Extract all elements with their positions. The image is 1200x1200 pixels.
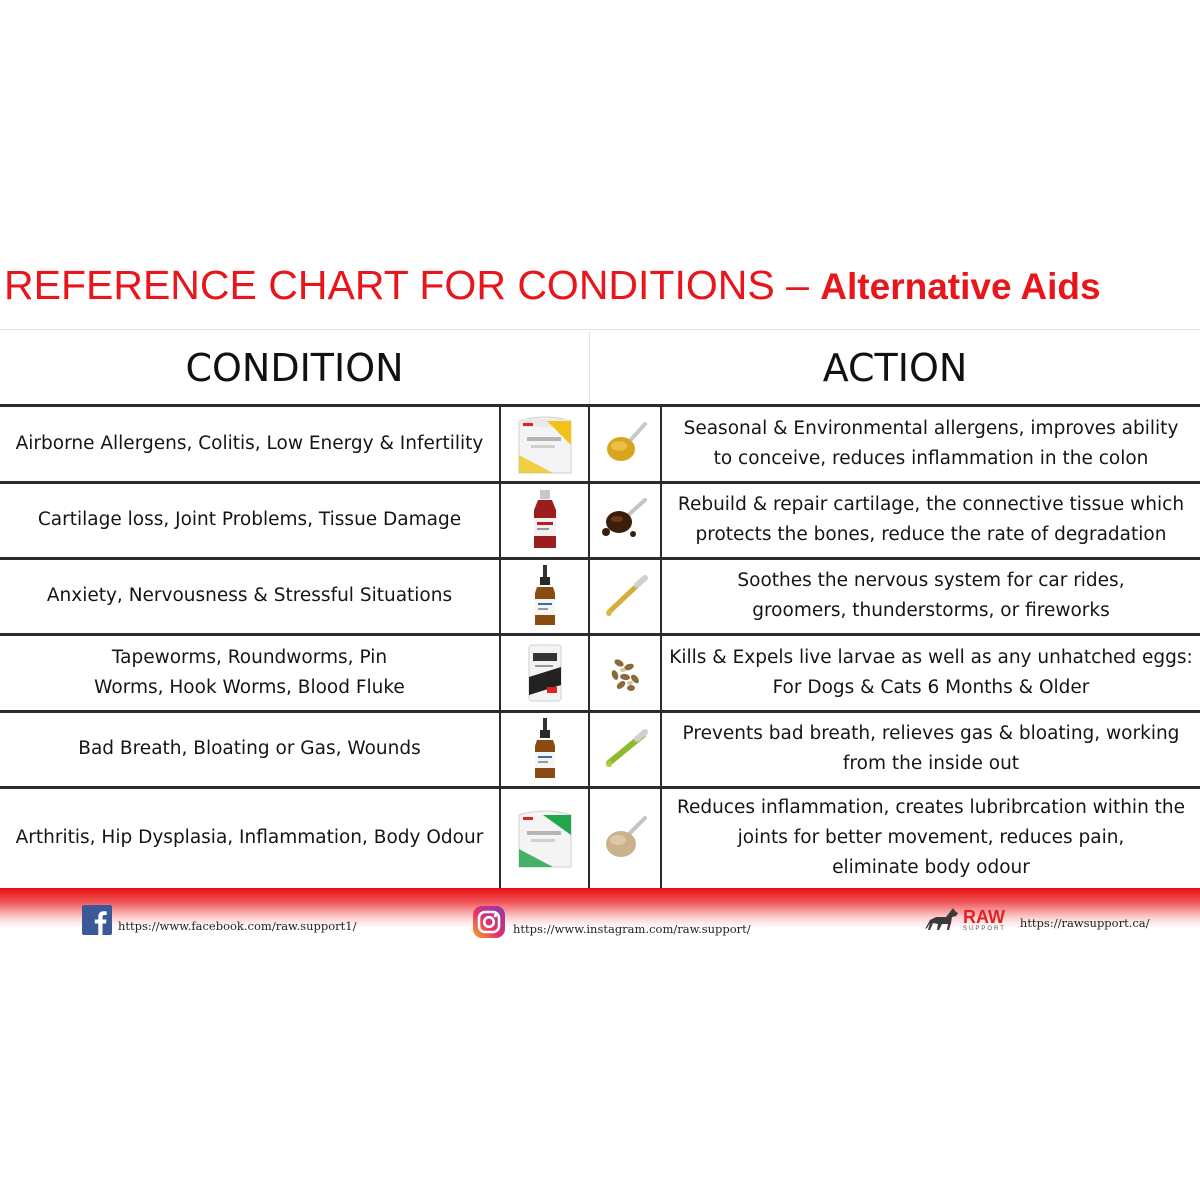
grid-line-horizontal — [0, 404, 1200, 407]
condition-text-line: Worms, Hook Worms, Blood Fluke — [94, 676, 405, 698]
dropper-bottle-icon — [501, 558, 588, 634]
title-subtitle: Alternative Aids — [820, 266, 1101, 307]
action-text-line: Rebuild & repair cartilage, the connective tissue which — [677, 494, 1185, 515]
supplement-pouch-yellow-icon — [501, 405, 588, 482]
instagram-url: https://www.instagram.com/raw.support/ — [513, 922, 751, 936]
capsule-pack-icon — [501, 634, 588, 711]
dropper-bottle-icon — [501, 711, 588, 787]
brand-name: RAW — [963, 907, 1005, 927]
grid-line-horizontal — [0, 786, 1200, 789]
condition-text-line: Arthritis, Hip Dysplasia, Inflammation, Body Odour — [15, 826, 484, 848]
instagram-icon — [472, 905, 506, 939]
condition-text-line: Bad Breath, Bloating or Gas, Wounds — [78, 738, 421, 759]
action-text-line: groomers, thunderstorms, or fireworks — [752, 600, 1110, 621]
brand-tagline: SUPPORT — [963, 926, 1006, 932]
action-cell — [662, 634, 1200, 711]
title-divider — [0, 329, 1200, 330]
condition-cell — [0, 787, 499, 888]
red-liquid-bottle-icon — [501, 482, 588, 558]
dark-liquid-spoon-icon — [590, 482, 660, 558]
action-cell — [662, 558, 1200, 634]
page-title — [4, 262, 1101, 322]
facebook-url: https://www.facebook.com/raw.support1/ — [118, 919, 357, 933]
grid-line-vertical — [660, 405, 662, 888]
action-text-line: Kills & Expels live larvae as well as any unhatched eggs: — [669, 646, 1193, 668]
action-text-line: Prevents bad breath, relieves gas & bloating, working — [682, 723, 1180, 744]
condition-text-line: Tapeworms, Roundworms, Pin — [111, 646, 388, 668]
grid-line-vertical — [588, 405, 590, 888]
title-main: REFERENCE CHART FOR CONDITIONS – — [4, 262, 821, 308]
action-cell — [662, 482, 1200, 558]
beige-powder-scoop-icon — [590, 787, 660, 888]
green-oil-dropper-icon — [590, 711, 660, 787]
table-row — [0, 634, 1200, 711]
brand-logo — [963, 908, 1006, 932]
table-row — [0, 558, 1200, 634]
golden-powder-scoop-icon — [590, 405, 660, 482]
action-text-line: Reduces inflammation, creates lubribrcation within the — [676, 796, 1186, 818]
action-text-line: joints for better movement, reduces pain, — [737, 826, 1125, 848]
condition-cell — [0, 634, 499, 711]
action-text-line: protects the bones, reduce the rate of degradation — [695, 524, 1167, 545]
grid-line-horizontal — [0, 633, 1200, 636]
dog-logo-icon — [922, 903, 960, 937]
header-condition: CONDITION — [185, 346, 404, 390]
action-text-line: Seasonal & Environmental allergens, improves ability — [683, 417, 1179, 439]
site-url: https://rawsupport.ca/ — [1019, 916, 1150, 930]
condition-text-line: Anxiety, Nervousness & Stressful Situations — [46, 585, 453, 606]
supplement-pouch-green-icon — [501, 787, 588, 888]
action-cell — [662, 405, 1200, 482]
action-text-line: eliminate body odour — [832, 856, 1030, 878]
condition-cell — [0, 711, 499, 787]
conditions-table — [0, 405, 1200, 888]
action-cell — [662, 787, 1200, 888]
facebook-icon — [82, 905, 112, 935]
table-row — [0, 405, 1200, 482]
table-row — [0, 711, 1200, 787]
condition-cell — [0, 405, 499, 482]
grid-line-vertical — [499, 405, 501, 888]
table-row — [0, 482, 1200, 558]
condition-cell — [0, 482, 499, 558]
condition-cell — [0, 558, 499, 634]
grid-line-horizontal — [0, 557, 1200, 560]
golden-oil-dropper-icon — [590, 558, 660, 634]
condition-text-line: Cartilage loss, Joint Problems, Tissue Damage — [37, 509, 462, 530]
seeds-pile-icon — [590, 634, 660, 711]
action-cell — [662, 711, 1200, 787]
action-text-line: For Dogs & Cats 6 Months & Older — [772, 676, 1090, 698]
facebook-link[interactable] — [82, 905, 356, 935]
condition-text-line: Airborne Allergens, Colitis, Low Energy & Infertility — [15, 432, 484, 454]
instagram-link[interactable] — [472, 905, 751, 939]
action-text-line: Soothes the nervous system for car rides, — [737, 570, 1125, 591]
action-text-line: from the inside out — [842, 753, 1020, 774]
header-action: ACTION — [822, 346, 968, 390]
brand-link[interactable] — [922, 903, 1150, 937]
grid-line-horizontal — [0, 481, 1200, 484]
grid-line-horizontal — [0, 710, 1200, 713]
action-text-line: to conceive, reduces inflammation in the colon — [713, 447, 1149, 469]
table-row — [0, 787, 1200, 888]
